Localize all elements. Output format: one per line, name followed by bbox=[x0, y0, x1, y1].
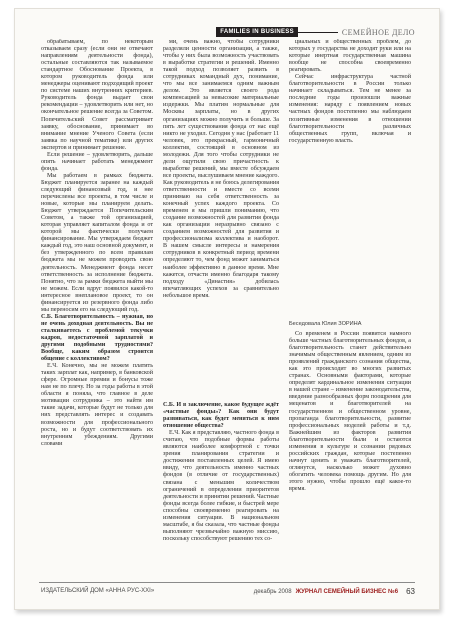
interview-answer: Е.Ч. Конечно, мы не можем платить таких зарплат как, например, в банковской сфере. Огромные премии и бонусы тоже нам не по плечу. Но за годы работы в этой области я поняла, что главное в деле мотивации сотрудника – это найти им такие задачи, которые будут не только для них представлять интерес и создавать возможности для профессионального роста, но и будут соответствовать их внутренним убеждениям. Другими словами bbox=[41, 363, 153, 447]
page-number: 63 bbox=[406, 587, 415, 596]
header-rule bbox=[298, 32, 338, 33]
paragraph: Если решение – удовлетворить, дальше опять начинает работать менеджмент фонда. bbox=[41, 151, 153, 172]
paragraph: циальных и общественных проблем, до которых у государства не доходят руки или на которые инертная государственная машина вообще не способна своевременно реагировать. bbox=[289, 39, 411, 74]
footer-divider bbox=[39, 582, 415, 583]
paragraph: ми, очень важно, чтобы сотрудники разделяли ценности организации, а также, чтобы у них была возможность участвовать в выработке стратегии и решений. Именно такой подход позволяет развить в сотрудниках командный дух, понимание, что мы все занимаемся одним важным делом. Это является своего рода компенсацией за невысокие материальные издержки. Мы платим нормальные для Москвы зарплаты, но в других организациях можно получить и больше. За пять лет существования фонда от нас ещё никто не уходил. Сегодня у нас (работает 11 человек, это прекрасный, гармоничный коллектив, состоящий в основном из молодежи. Для того чтобы сотрудники не дели ощутили свою причастность к выработке решений, мы вместе обсуждаем все проекты, выслушиваем мнение каждого. Как руководитель я не боюсь делегирования ответственности и вместе со всеми принимаю на себя ответственность за конечный успех каждого проекта. Со временем я мы пришли пониманию, что создание возможностей для развития фонда как организации неразрывно связано с созданием возможностей для развития и профессионализма коллектива и наоборот. В нашем смысле интересы и намерения сотрудников в конкретный период времени определяют то, чем фонд может заниматься наиболее эффективно в данное время. Мне кажется, отчасти именно благодаря такому подходу «Династия» добилась впечатляющих успехов за сравнительно небольшое время. bbox=[163, 39, 279, 299]
issue-date: декабрь 2008 bbox=[253, 588, 292, 595]
column-3 bbox=[289, 39, 411, 319]
paragraph: Со временем в России появится намного больше частных благотворительных фондов, а благотворительность станет действительно значимым общественным явлением, одним из проявлений гражданского сознания общества, как это происходит во многих развитых странах. Основными факторами, которые определят кардинальное изменения ситуации в нашей стране – изменение законодательства, введение разнообразных форм поощрения для меценатов и благотворителей на государственном и общественном уровне, пропаганда благотворительности, развитие профессиональных моделей работы и т.д. Важнейшим из факторов развития благотворительности были и остаются изменения в культуре и сознании рядовых российских граждан, которые постепенно начнут ценить и уважать благотворителей, оглянутся, насколько может духовно обогатить человека помощь другим. Но для этого нужно, чтобы прошло ещё какое-то время. bbox=[289, 331, 411, 493]
paragraph: обрабатываем, по некоторым отказываем сразу (если они не отвечают направлениям деятельности фонда), остальные составляются так называемое стандартное Обоснование Проекта, в котором руководитель фонда или менеджеры оценивают подходящий проект по системе наших внутренних критериев. Руководитель фонда выдает свои рекомендации – удовлетворить или нет, но окончательное решение всегда за Советом. Попечительский Совет рассматривает заявку, обоснование, принимает во внимание мнение Ученого Совета (если заявка по научной тематике) или других экспертов и принимает решение. bbox=[41, 39, 153, 151]
interview-answer: Е.Ч. Как я представляю, частного фонда в считаю, что подобные формы работы являются наиболее комфортной с точки зрения планирования стратегии и достижения поставленных целей. Я имею ввиду, что деятельность именно частных фондов (в отличие от государственных) связана с меньшим количеством ограничений в определении приоритетов деятельности и принятии решений. Частные фонды всегда более гибкие, и быстрей мере способны своевременно реагировать на изменения ситуации. В национальном масштабе, я бы сказала, что частные фонды выполняют чрезвычайно важную миссию, поскольку способствуют решению тех со- bbox=[163, 430, 279, 542]
column-1 bbox=[41, 39, 153, 569]
section-label-russian: СЕМЕЙНОЕ ДЕЛО bbox=[341, 27, 415, 37]
interview-question: С.Б. Благотворительность – нужная, но не очень доходная деятельность. Вы не сталкиваетесь с проблемой текучки кадров, недостаточной зарплатой и другими подобными трудностями? Вообще, каким образом строится общение с коллективом? bbox=[41, 313, 153, 363]
paragraph: Сейчас инфраструктура частной благотворительности в России только начинает складываться. Тем не менее за последние годы произошли важные изменения: наряду с появлением новых частных фондов постепенно мы наблюдаем позитивные изменения в отношении благотворительности различных общественных групп, включая и государственную власть. bbox=[289, 74, 411, 144]
footer-info bbox=[254, 587, 415, 596]
column-3-lower bbox=[289, 331, 411, 559]
section-header bbox=[216, 27, 415, 37]
author-credit: Беседовала Юлия ЗОРИНА bbox=[289, 321, 362, 327]
column-2 bbox=[163, 39, 279, 394]
section-label-english: FAMILIES IN BUSINESS bbox=[216, 27, 298, 37]
interview-question: С.Б. И в заключение, какое будущее ждёт «частные фонды»? Как они будут развиваться, как будет меняться к ним отношение общества? bbox=[163, 402, 279, 430]
column-2-lower bbox=[163, 402, 279, 572]
magazine-title: ЖУРНАЛ СЕМЕЙНЫЙ БИЗНЕС №6 bbox=[295, 588, 399, 595]
magazine-page bbox=[14, 8, 440, 610]
paragraph: Мы работаем в рамках бюджета. Бюджет планируется заранее на каждый следующий финансовый год, и нее перечислены все проекты, в том числе и новые, которые мы планируем делать. Бюджет утверждается Попечительским Советом, а также той организацией, которая управляет капиталом фонда и от которой мы фактически получаем финансирование. Мы утверждаем бюджет каждый год, это наш основной документ, и без утвержденного по всем правилам бюджета мы не можем проводить свою деятельность. Менеджмент фонда несет ответственность за исполнение бюджета. Понятно, что за рамки бюджета выйти мы не можем. Если вдруг появился какой-то интересное внеплановое проект, то он финансируется из резервного фонда либо мы переносим его на следующий год. bbox=[41, 172, 153, 313]
publisher-name: ИЗДАТЕЛЬСКИЙ ДОМ «АННА РУС-XXI» bbox=[41, 588, 155, 594]
